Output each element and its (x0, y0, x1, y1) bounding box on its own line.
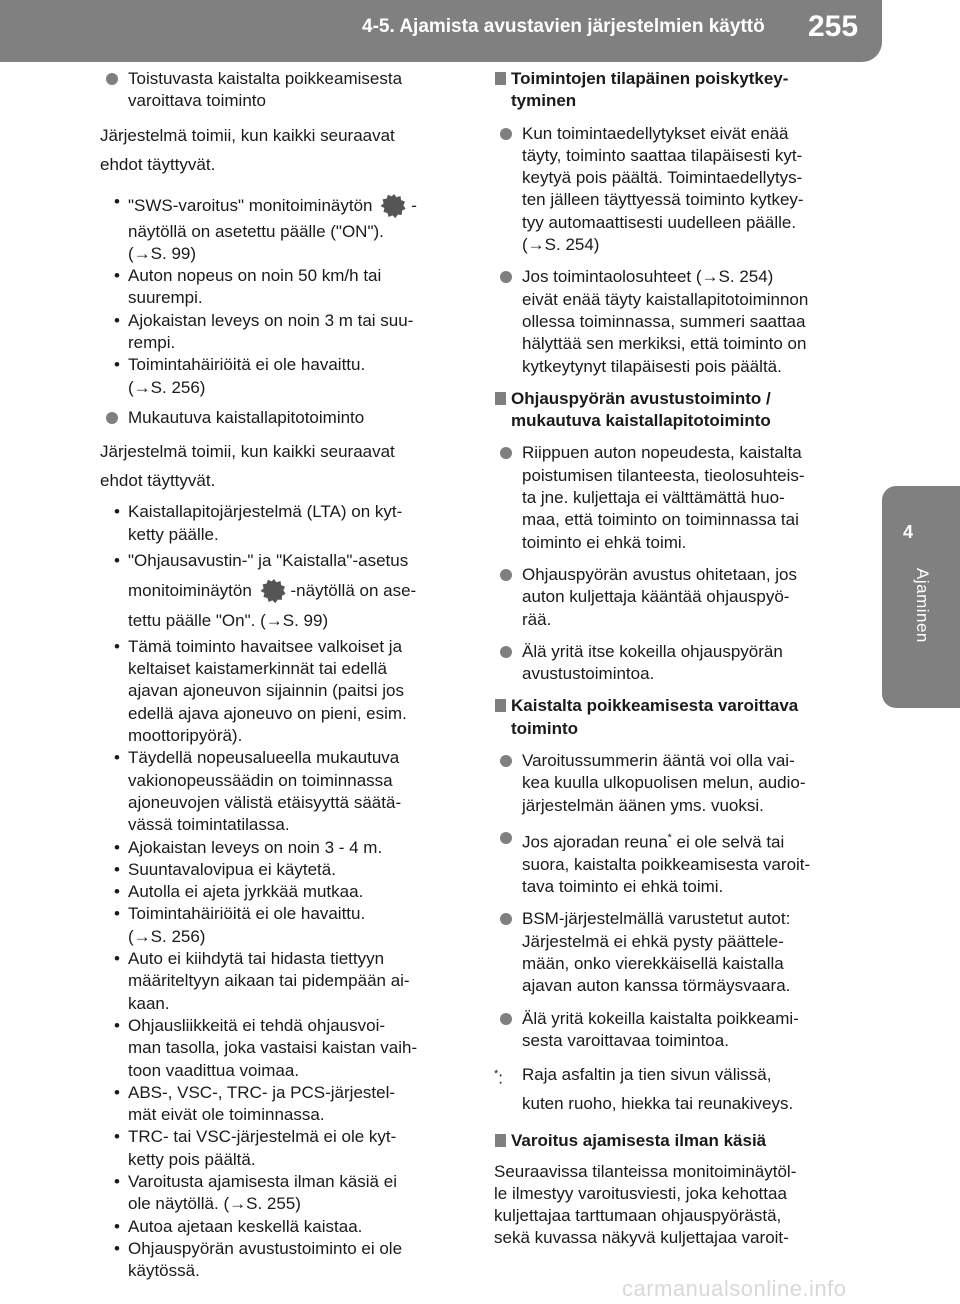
chapter-label: Ajaminen (913, 568, 932, 643)
paragraph: Seuraavissa tilanteissa monitoiminäytöl- le ilmestyy varoitusviesti, joka kehottaa kuljettajaa tarttumaan ohjauspyörästä, sekä kuvassa näkyvä kuljettajaa varoit- (494, 1161, 797, 1248)
list-item: • Kaistallapitojärjestelmä (LTA) on kyt- ketty päälle. (114, 502, 403, 544)
list-item: • Autolla ei ajeta jyrkkää mutkaa. (114, 882, 364, 902)
bullet-item: Mukautuva kaistallapitotoiminto (100, 407, 468, 429)
bullet-dot-icon (500, 128, 512, 140)
section-heading: Varoitus ajamisesta ilman käsiä (494, 1130, 852, 1152)
bullet-dot-icon (500, 755, 512, 767)
page-header (0, 0, 882, 62)
bullet-item: Jos ajoradan reuna* ei ole selvä tai suora, kaistalta poikkeamisesta varoit- tava toiminto ei ehkä toimi. (494, 827, 852, 899)
bullet-dot-icon (106, 412, 118, 424)
list-item: • ABS-, VSC-, TRC- ja PCS-järjestel- mät eivät ole toiminnassa. (114, 1082, 396, 1125)
chapter-number: 4 (902, 522, 913, 542)
page-number: 255 (808, 10, 859, 43)
section-title: 4-5. Ajamista avustavien järjestelmien käyttö (362, 16, 765, 37)
bullet-item: Älä yritä itse kokeilla ohjauspyörän avustustoimintoa. (494, 641, 852, 686)
list-item: • Suuntavalovipua ei käytetä. (114, 859, 336, 879)
list-item: • Toimintahäiriöitä ei ole havaittu. (→S. 256) (114, 355, 366, 397)
bullet-item: Riippuen auton nopeudesta, kaistalta poistumisen tilanteesta, tieolosuhteis- ta jne. kuljettaja ei välttämättä huo- maa, että toiminto on toiminnassa tai toiminto ei ehkä toimi. (494, 442, 852, 553)
list-item: • Täydellä nopeusalueella mukautuva vakionopeussäädin on toiminnassa ajoneuvojen välistä etäisyyttä säätä- vässä toimintatilassa. (114, 748, 402, 835)
list-item: • Auto ei kiihdytä tai hidasta tiettyyn määriteltyyn aikaan tai pidempään ai- kaan. (114, 949, 410, 1013)
section-heading: Kaistalta poikkeamisesta varoittava toiminto (494, 695, 852, 740)
list-item: • Autoa ajetaan keskellä kaistaa. (114, 1216, 363, 1236)
bullet-item: Ohjauspyörän avustus ohitetaan, jos auton kuljettaja kääntää ohjauspyö- rää. (494, 564, 852, 631)
list-item: • "SWS-varoitus" monitoiminäytön - näytöllä on asetettu päälle ("ON"). (→S. 99) (114, 191, 417, 263)
list-item: • "Ohjausavustin-" ja "Kaistalla"-asetus monitoiminäytön -näytöllä on ase- tettu päälle "On". (→S. 99) (114, 550, 417, 630)
bullet-dot-icon (500, 913, 512, 925)
settings-gear-icon (379, 191, 409, 221)
list-item: • Toimintahäiriöitä ei ole havaittu. (→S. 256) (114, 904, 366, 946)
list-item: • Ajokaistan leveys on noin 3 - 4 m. (114, 837, 383, 857)
list-item: • Auton nopeus on noin 50 km/h tai suurempi. (114, 266, 382, 308)
list-item: • Ajokaistan leveys on noin 3 m tai suu- rempi. (114, 310, 414, 353)
bullet-item: Jos toimintaolosuhteet (→S. 254) eivät enää täyty kaistallapitotoiminnon ollessa toiminnassa, summeri saattaa hälyttää sen merkiksi, että toiminto on kytkeytynyt tilapäisesti pois päältä. (494, 266, 852, 377)
section-heading: Toimintojen tilapäinen poiskytkey- tyminen (494, 68, 852, 113)
list-item: • Tämä toiminto havaitsee valkoiset ja keltaiset kaistamerkinnät tai edellä ajavan ajoneuvon sijainnin (paitsi jos edellä ajava ajoneuvo on pieni, esim. moottoripyörä). (114, 636, 407, 746)
bullet-dot-icon (500, 271, 512, 283)
list-item: • Ohjausliikkeitä ei tehdä ohjausvoi- man tasolla, joka vastaisi kaistan vaih- toon vaadittua voimaa. (114, 1015, 418, 1080)
heading-square-icon (495, 392, 506, 405)
bullet-item: Kun toimintaedellytykset eivät enää täyty, toiminto saattaa tilapäisesti kyt- keytyä pois päältä. Toimintaedellytys- ten jälleen täyttyessä toiminto kytkey- tyy automaattisesti uudelleen päälle. (→S. 254) (494, 123, 852, 257)
paragraph: Järjestelmä toimii, kun kaikki seuraavat ehdot täyttyvät. (100, 442, 395, 491)
bullet-item: BSM-järjestelmällä varustetut autot: Järjestelmä ei ehkä pysty päättele- mään, onko vierekkäisellä kaistalla ajavan auton kanssa törmäysvaara. (494, 908, 852, 997)
bullet-item: Varoitussummerin ääntä voi olla vai- kea kuulla ulkopuolisen melun, audio- järjestelmän äänen yms. vuoksi. (494, 750, 852, 817)
section-heading: Ohjauspyörän avustustoiminto / mukautuva kaistallapitotoiminto (494, 388, 852, 433)
settings-gear-icon (259, 576, 289, 606)
heading-square-icon (495, 72, 506, 85)
left-column (100, 68, 468, 1282)
paragraph: Järjestelmä toimii, kun kaikki seuraavat ehdot täyttyvät. (100, 125, 395, 174)
heading-square-icon (495, 1134, 506, 1147)
bullet-dot-icon (106, 73, 118, 85)
bullet-dot-icon (500, 832, 512, 844)
list-item: • TRC- tai VSC-järjestelmä ei ole kyt- ketty pois päältä. (114, 1127, 397, 1169)
footnote: *: Raja asfaltin ja tien sivun välissä, kuten ruoho, hiekka tai reunakiveys. (494, 1065, 794, 1114)
right-column (494, 68, 852, 1250)
bullet-item: Toistuvasta kaistalta poikkeamisesta varoittava toiminto (100, 68, 468, 113)
heading-square-icon (495, 699, 506, 712)
bullet-dot-icon (500, 646, 512, 658)
chapter-tab[interactable] (882, 486, 960, 708)
list-item: • Ohjauspyörän avustustoiminto ei ole käytössä. (114, 1238, 403, 1281)
list-item: • Varoitusta ajamisesta ilman käsiä ei ole näytöllä. (→S. 255) (114, 1171, 397, 1214)
bullet-dot-icon (500, 447, 512, 459)
bullet-dot-icon (500, 569, 512, 581)
bullet-dot-icon (500, 1013, 512, 1025)
watermark: carmanualsonline.info (622, 1276, 847, 1301)
bullet-item: Älä yritä kokeilla kaistalta poikkeami- sesta varoittavaa toimintoa. (494, 1008, 852, 1053)
